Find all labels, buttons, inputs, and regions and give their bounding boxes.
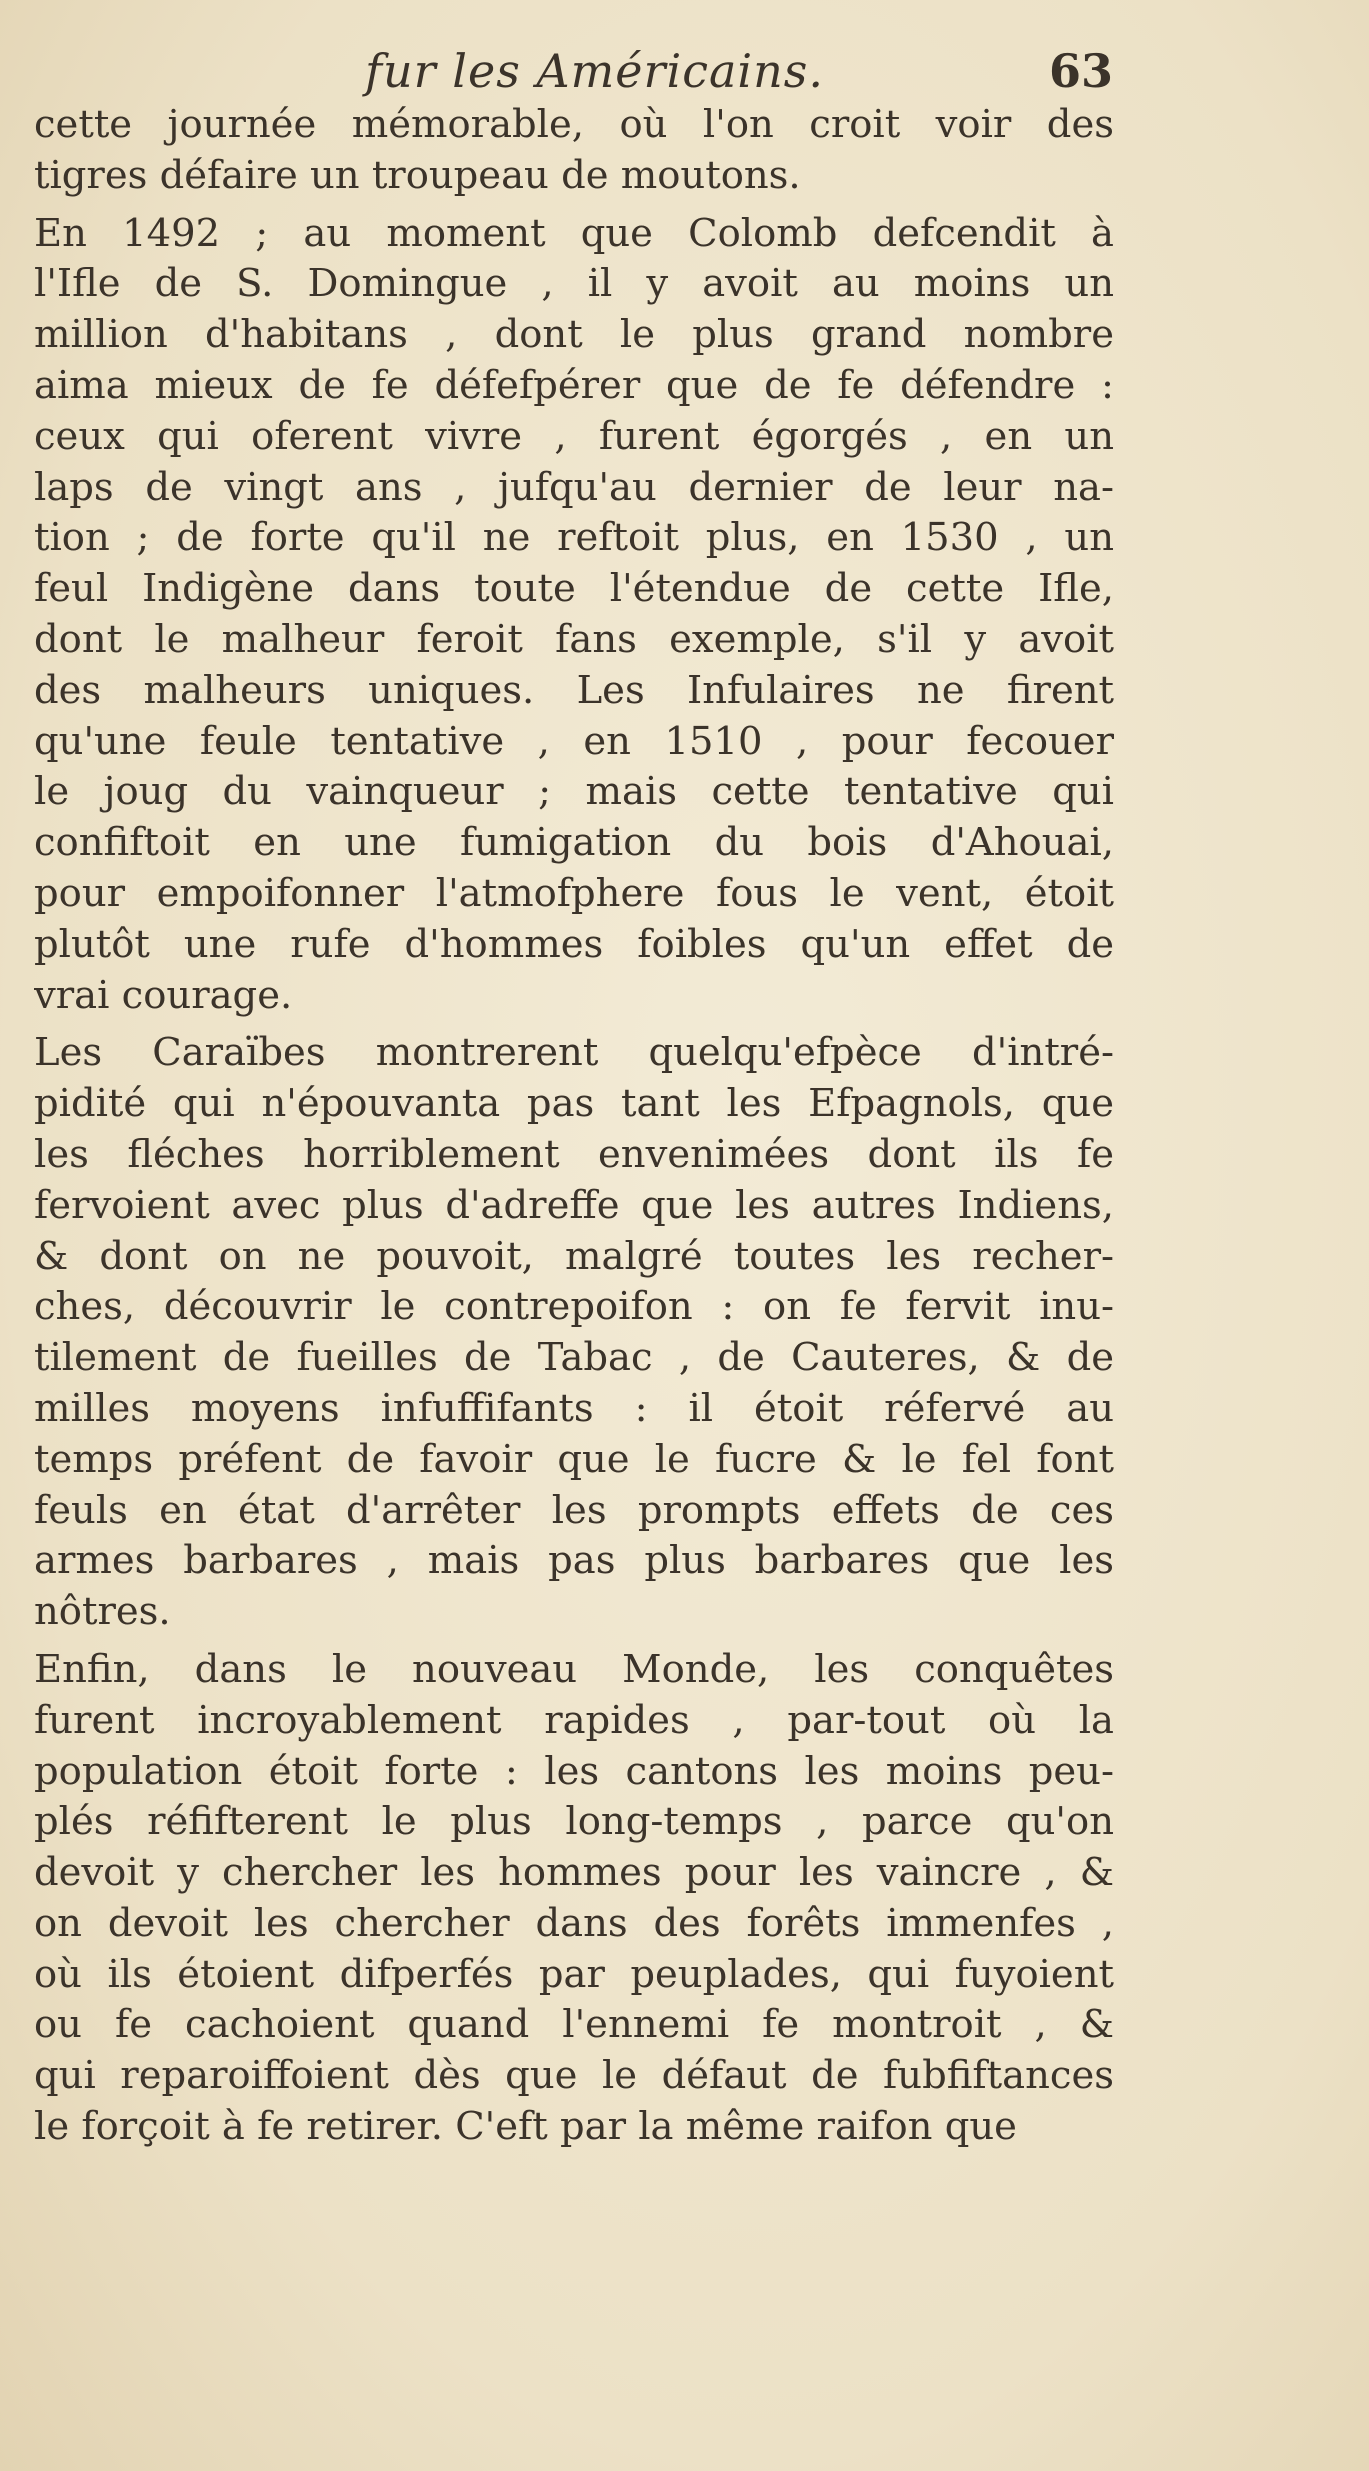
text-line: feul Indigène dans toute l'étendue de cette Ifle, xyxy=(34,566,1114,612)
text-line: où ils étoient difperfés par peuplades, qui fuyoient xyxy=(34,1951,1114,1997)
running-head-title: fur les Américains. xyxy=(365,44,824,98)
text-line: milles moyens infuffifants : il étoit réfervé au xyxy=(34,1385,1114,1431)
text-line: devoit y chercher les hommes pour les vaincre , & xyxy=(34,1850,1114,1896)
text-line: pour empoifonner l'atmofphere fous le vent, étoit xyxy=(34,870,1114,916)
text-line: laps de vingt ans , jufqu'au dernier de leur na- xyxy=(34,464,1114,510)
text-line: fervoient avec plus d'adreffe que les autres Indiens, xyxy=(34,1182,1114,1228)
paragraph-gap xyxy=(34,1638,1114,1645)
text-line: furent incroyablement rapides , par-tout où la xyxy=(34,1697,1114,1743)
body-text xyxy=(34,100,1114,2153)
paragraph xyxy=(34,209,1114,1022)
page-number: 63 xyxy=(1048,44,1113,98)
text-line: on devoit les chercher dans des forêts immenfes , xyxy=(34,1900,1114,1946)
text-line: dont le malheur feroit fans exemple, s'il y avoit xyxy=(34,616,1114,662)
text-line: qu'une feule tentative , en 1510 , pour fecouer xyxy=(34,718,1114,764)
text-line: armes barbares , mais pas plus barbares que les xyxy=(34,1538,1114,1584)
text-line: million d'habitans , dont le plus grand nombre xyxy=(34,312,1114,358)
text-line: tilement de fueilles de Tabac , de Cauteres, & de xyxy=(34,1335,1114,1381)
text-line: Les Caraïbes montrerent quelqu'efpèce d'intré- xyxy=(34,1030,1114,1076)
text-line: cette journée mémorable, où l'on croit voir des xyxy=(34,102,1114,147)
text-line: population étoit forte : les cantons les moins peu- xyxy=(34,1748,1114,1794)
text-line: les fléches horriblement envenimées dont ils fe xyxy=(34,1131,1114,1177)
text-line: feuls en état d'arrêter les prompts effets de ces xyxy=(34,1487,1114,1533)
text-line: tigres défaire un troupeau de moutons. xyxy=(34,152,801,198)
paragraph-gap xyxy=(34,202,1114,209)
paragraph xyxy=(34,1028,1114,1638)
text-line: aima mieux de fe défefpérer que de fe défendre : xyxy=(34,362,1114,408)
text-line: plutôt une rufe d'hommes foibles qu'un effet de xyxy=(34,921,1114,967)
text-line: ceux qui oferent vivre , furent égorgés , en un xyxy=(34,413,1114,459)
text-line: pidité qui n'épouvanta pas tant les Efpagnols, que xyxy=(34,1081,1114,1127)
text-line: En 1492 ; au moment que Colomb defcendit à xyxy=(34,210,1114,256)
paragraph xyxy=(34,100,1114,202)
text-line: plés réfifterent le plus long-temps , parce qu'on xyxy=(34,1799,1114,1845)
text-line: ou fe cachoient quand l'ennemi fe montroit , & xyxy=(34,2002,1114,2048)
text-line: confiftoit en une fumigation du bois d'Ahouai, xyxy=(34,820,1114,866)
text-line: ches, découvrir le contrepoifon : on fe fervit inu- xyxy=(34,1284,1114,1330)
text-line: nôtres. xyxy=(34,1589,171,1635)
paragraph-gap xyxy=(34,1021,1114,1028)
text-line: vrai courage. xyxy=(34,972,293,1018)
running-head xyxy=(0,44,1369,100)
text-line: l'Ifle de S. Domingue , il y avoit au moins un xyxy=(34,261,1114,307)
text-line: le forçoit à fe retirer. C'eft par la même raifon que xyxy=(34,2104,1017,2150)
text-line: tion ; de forte qu'il ne reftoit plus, en 1530 , un xyxy=(34,515,1114,561)
text-line: des malheurs uniques. Les Infulaires ne firent xyxy=(34,667,1114,713)
paragraph xyxy=(34,1645,1114,2153)
text-line: le joug du vainqueur ; mais cette tentative qui xyxy=(34,769,1114,815)
text-line: temps préfent de favoir que le fucre & le fel font xyxy=(34,1436,1114,1482)
text-line: qui reparoiffoient dès que le défaut de fubfiftances xyxy=(34,2053,1114,2099)
text-line: & dont on ne pouvoit, malgré toutes les recher- xyxy=(34,1233,1114,1279)
text-line: Enfin, dans le nouveau Monde, les conquêtes xyxy=(34,1646,1114,1692)
